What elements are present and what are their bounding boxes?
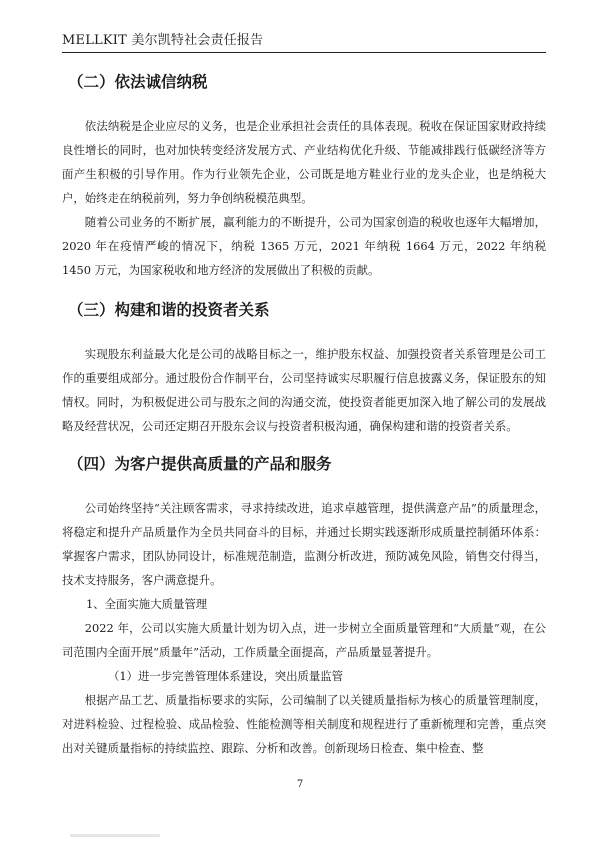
quality-paragraph-3: 根据产品工艺、质量指标要求的实际，公司编制了以关键质量指标为核心的质量管理制度，对进料检验、过程检验、成品检验、性能检测等相关制度和规程进行了重新梳理和完善，重点突出对关键质量指标的持续监控、跟踪、分析和改善。创新现场日检查、集中检查、整 [62, 693, 546, 755]
section-heading-tax: （二）依法诚信纳税 [68, 73, 208, 91]
page-body [62, 62, 546, 760]
quality-subheading: 1、全面实施大质量管理 [86, 597, 208, 611]
page-number: 7 [296, 779, 304, 790]
section-heading-quality: （四）为客户提供高质量的产品和服务 [68, 455, 332, 473]
scan-artifact [70, 834, 160, 837]
tax-paragraph-1: 依法纳税是企业应尽的义务，也是企业承担社会责任的具体表现。税收在保证国家财政持续良性增长的同时，也对加快转变经济发展方式、产业结构优化升级、节能减排践行低碳经济等方面产生积极的引导作用。作为行业领先企业，公司既是地方鞋业行业的龙头企业，也是纳税大户，始终走在纳税前列，努力争创纳税模范典型。 [62, 119, 546, 205]
header-title: MELLKIT 美尔凯特社会责任报告 [62, 33, 264, 48]
section-heading-investor: （三）构建和谐的投资者关系 [68, 301, 270, 319]
tax-paragraph-2: 随着公司业务的不断扩展，赢利能力的不断提升，公司为国家创造的税收也逐年大幅增加， 2020 年在疫情严峻的情况下，纳税 1365 万元，2021 年纳税 1664 万元，2022 年纳税 1450 万元，为国家税收和地方经济的发展做出了积极的贡献。 [62, 215, 546, 277]
quality-paragraph-1: 公司始终坚持“关注顾客需求，寻求持续改进，追求卓越管理，提供满意产品”的质量理念，将稳定和提升产品质量作为全员共同奋斗的目标，并通过长期实践逐渐形成质量控制循环体系：掌握客户需求，团队协同设计，标准规范制造，监测分析改进，预防减免风险，销售交付得当，技术支持服务，客户满意提升。 [62, 501, 546, 587]
page-header [62, 30, 546, 53]
investor-paragraph-1: 实现股东利益最大化是公司的战略目标之一，维护股东权益、加强投资者关系管理是公司工作的重要组成部分。通过股份合作制平台，公司坚持诚实尽职履行信息披露义务，保证股东的知情权。同时，为积极促进公司与股东之间的沟通交流，使投资者能更加深入地了解公司的发展战略及经营状况，公司还定期召开股东会议与投资者积极沟通，确保构建和谐的投资者关系。 [62, 347, 546, 433]
quality-subsubheading: （1）进一步完善管理体系建设，突出质量监管 [108, 669, 344, 683]
quality-paragraph-2: 2022 年，公司以实施大质量计划为切入点，进一步树立全面质量管理和“大质量”观，在公司范围内全面开展“质量年”活动，工作质量全面提高，产品质量显著提升。 [62, 621, 546, 659]
